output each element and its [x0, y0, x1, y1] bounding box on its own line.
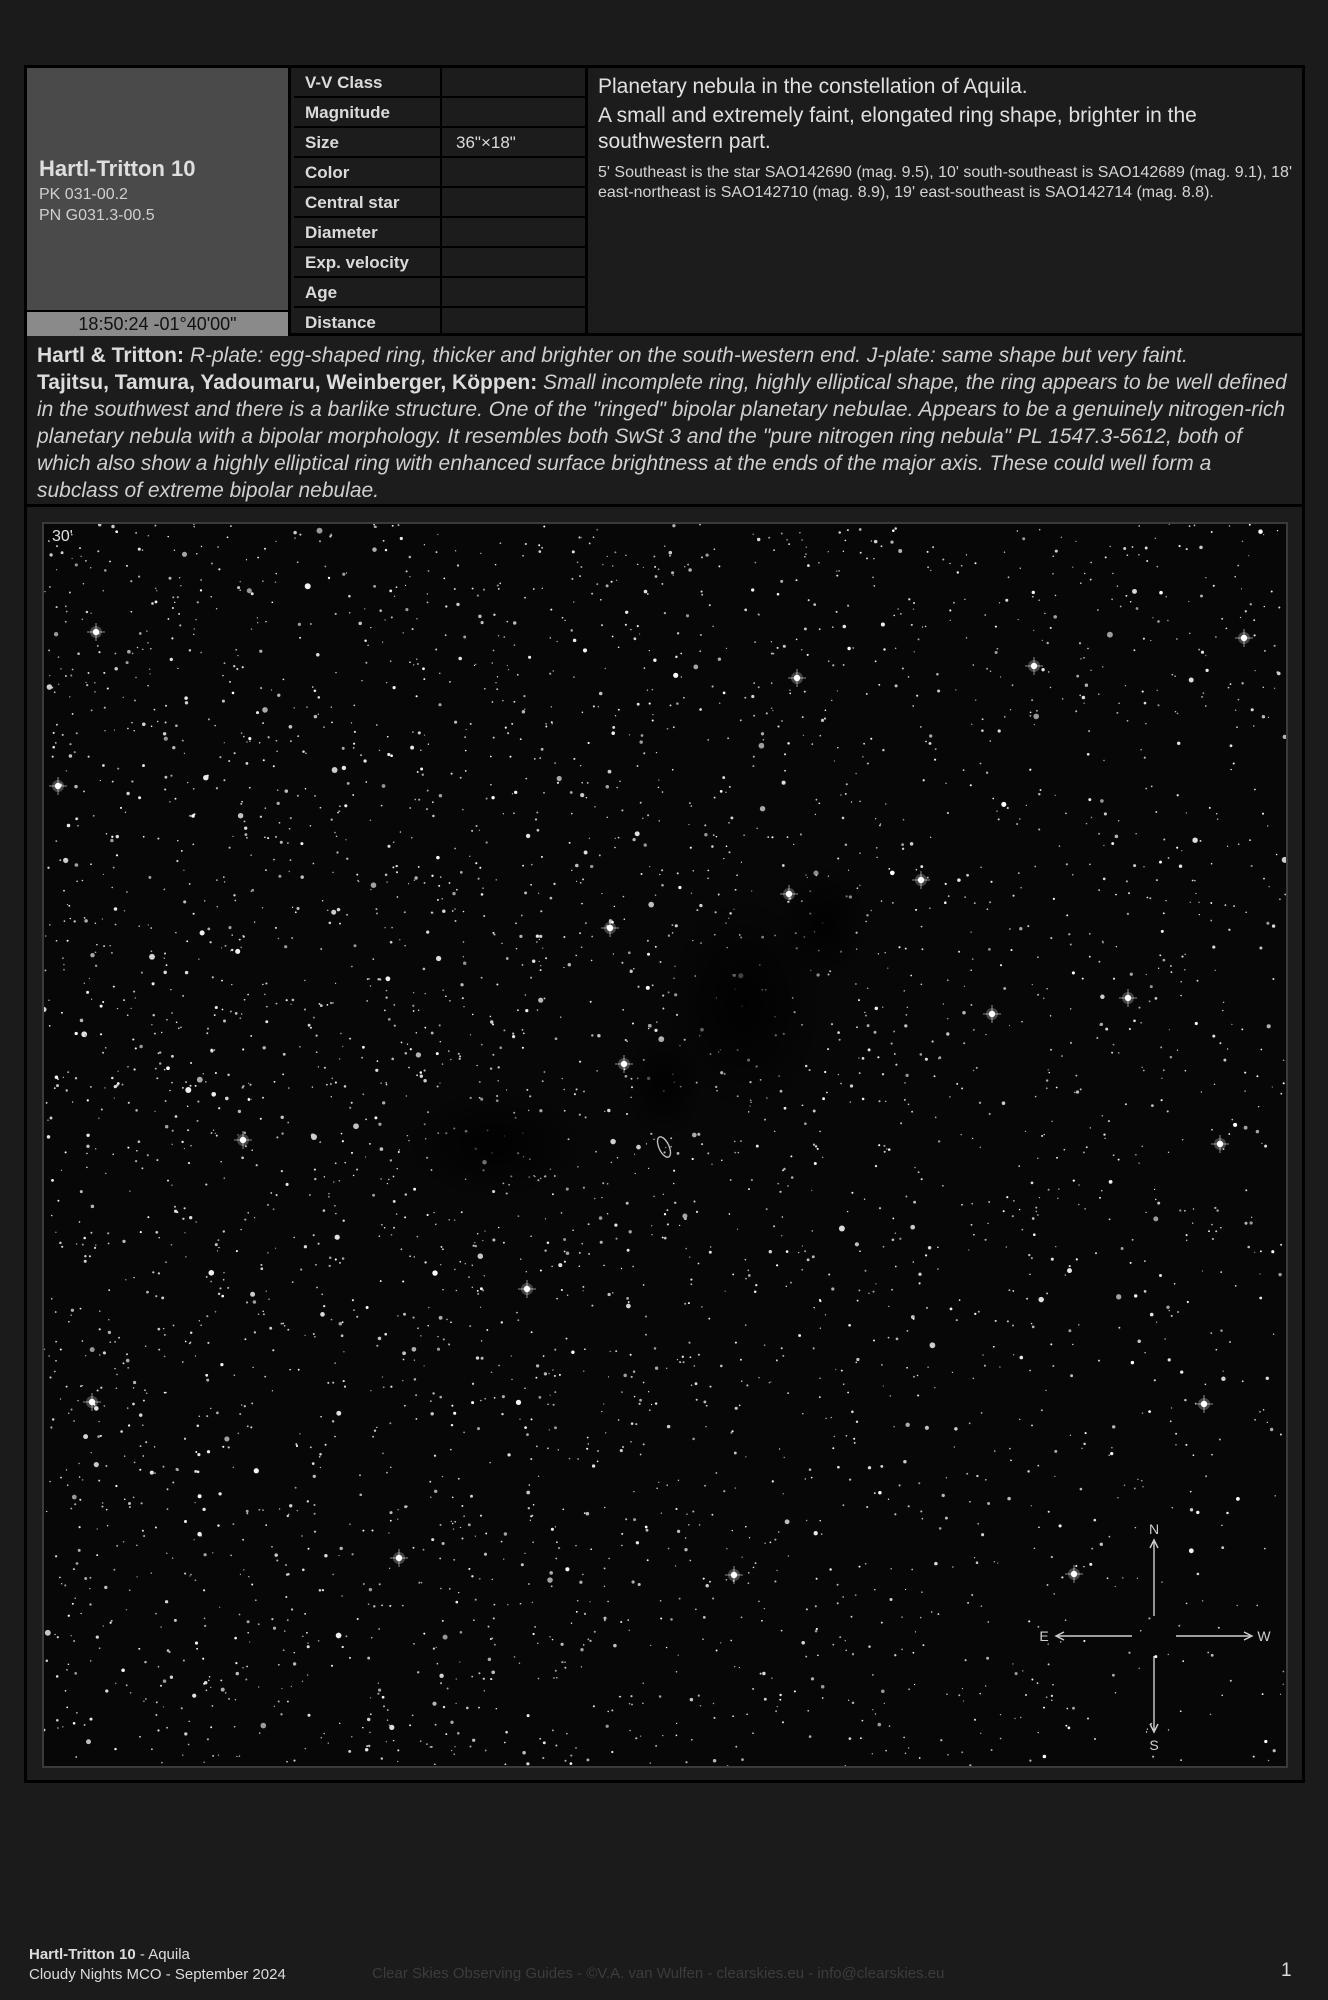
param-row [294, 308, 588, 336]
param-label: Magnitude [294, 98, 442, 126]
param-value [444, 98, 588, 126]
page-number: 1 [1281, 1960, 1292, 1981]
object-header [27, 68, 1302, 336]
param-row [294, 98, 588, 128]
pn-designation: PN G031.3-00.5 [39, 207, 155, 224]
field-of-view-label: 30' [52, 528, 73, 545]
observation: Tajitsu, Tamura, Yadoumaru, Weinberger, Köppen: Small incomplete ring, highly elliptical shape, the ring appears to be well defined in the southwest and there is a barlike structure. One of the "ringed" bipolar planetary nebulae. Appears to be a genuinely nitrogen-rich planetary nebula with a bipolar morphology. It resembles both SwSt 3 and the "pure nitrogen ring nebula" PL 1547.3-5612, both of which also show a highly elliptical ring with enhanced surface brightness at the ends of the major axis. These could well form a subclass of extreme bipolar nebulae. [37, 371, 1287, 502]
param-row [294, 158, 588, 188]
param-value [444, 308, 588, 336]
param-row [294, 128, 588, 158]
param-label: V-V Class [294, 68, 442, 96]
param-label: Color [294, 158, 442, 186]
description-appearance: A small and extremely faint, elongated ring shape, brighter in the southwestern part. [598, 104, 1197, 153]
footer-credits: Clear Skies Observing Guides - ©V.A. van Wulfen - clearskies.eu - info@clearskies.eu [372, 1965, 945, 1982]
observations [27, 339, 1302, 507]
footer-event: Cloudy Nights MCO - September 2024 [29, 1966, 286, 1983]
description [588, 68, 1302, 336]
compass-south: S [1149, 1737, 1159, 1753]
observation-text: Small incomplete ring, highly elliptical shape, the ring appears to be well defined in the southwest and there is a barlike structure. One of the "ringed" bipolar planetary nebulae. Appears to be a genuinely nitrogen-rich planetary nebula with a bipolar morphology. It resembles both SwSt 3 and the "pure nitrogen ring nebula" PL 1547.3-5612, both of which also show a highly elliptical ring with enhanced surface brightness at the ends of the major axis. These could well form a subclass of extreme bipolar nebulae. [37, 371, 1287, 502]
param-value: 36"×18" [456, 133, 516, 152]
param-value [444, 278, 588, 306]
param-label: Central star [294, 188, 442, 216]
observation-text: R-plate: egg-shaped ring, thicker and brighter on the south-western end. J-plate: same shape but very faint. [189, 344, 1188, 367]
param-label: Size [294, 128, 442, 156]
star-field-image [42, 522, 1288, 1768]
dark-nebula [624, 1029, 704, 1139]
param-label: Diameter [294, 218, 442, 246]
dark-nebula [779, 864, 869, 984]
parameters-table [294, 68, 588, 336]
param-value [444, 248, 588, 276]
coordinates: 18:50:24 -01°40'00" [27, 310, 288, 336]
param-value [444, 218, 588, 246]
param-row [294, 188, 588, 218]
param-value [444, 68, 588, 96]
pk-designation: PK 031-00.2 [39, 186, 128, 203]
star-field [44, 524, 1286, 1766]
object-card [24, 65, 1305, 1783]
param-row [294, 248, 588, 278]
compass-west: W [1257, 1628, 1271, 1644]
observer-name: Hartl & Tritton [37, 344, 177, 367]
observer-name: Tajitsu, Tamura, Yadoumaru, Weinberger, Köppen [37, 371, 531, 394]
object-identity [27, 68, 291, 336]
observation: Hartl & Tritton: R-plate: egg-shaped ring, thicker and brighter on the south-western end. J-plate: same shape but very faint. [37, 344, 1188, 367]
param-row [294, 218, 588, 248]
param-value [444, 188, 588, 216]
param-label: Age [294, 278, 442, 306]
param-label: Distance [294, 308, 442, 336]
compass-east: E [1039, 1628, 1049, 1644]
footer-info [29, 1945, 286, 1985]
object-name: Hartl-Tritton 10 [39, 156, 196, 181]
footer-title: Hartl-Tritton 10 [29, 1946, 136, 1963]
param-value [444, 158, 588, 186]
description-nearby-stars: 5' Southeast is the star SAO142690 (mag. 9.5), 10' south-southeast is SAO142689 (mag. 9.1), 18' east-northeast is SAO142710 (mag. 8.9), 19' east-southeast is SAO142714 (mag. 8.8). [598, 164, 1293, 201]
footer-constellation: - Aquila [135, 1946, 190, 1963]
compass-north: N [1148, 1521, 1160, 1537]
param-row [294, 278, 588, 308]
dark-nebula [404, 1089, 584, 1199]
param-row [294, 68, 588, 98]
description-summary: Planetary nebula in the constellation of Aquila. [598, 75, 1028, 98]
param-label: Exp. velocity [294, 248, 442, 276]
